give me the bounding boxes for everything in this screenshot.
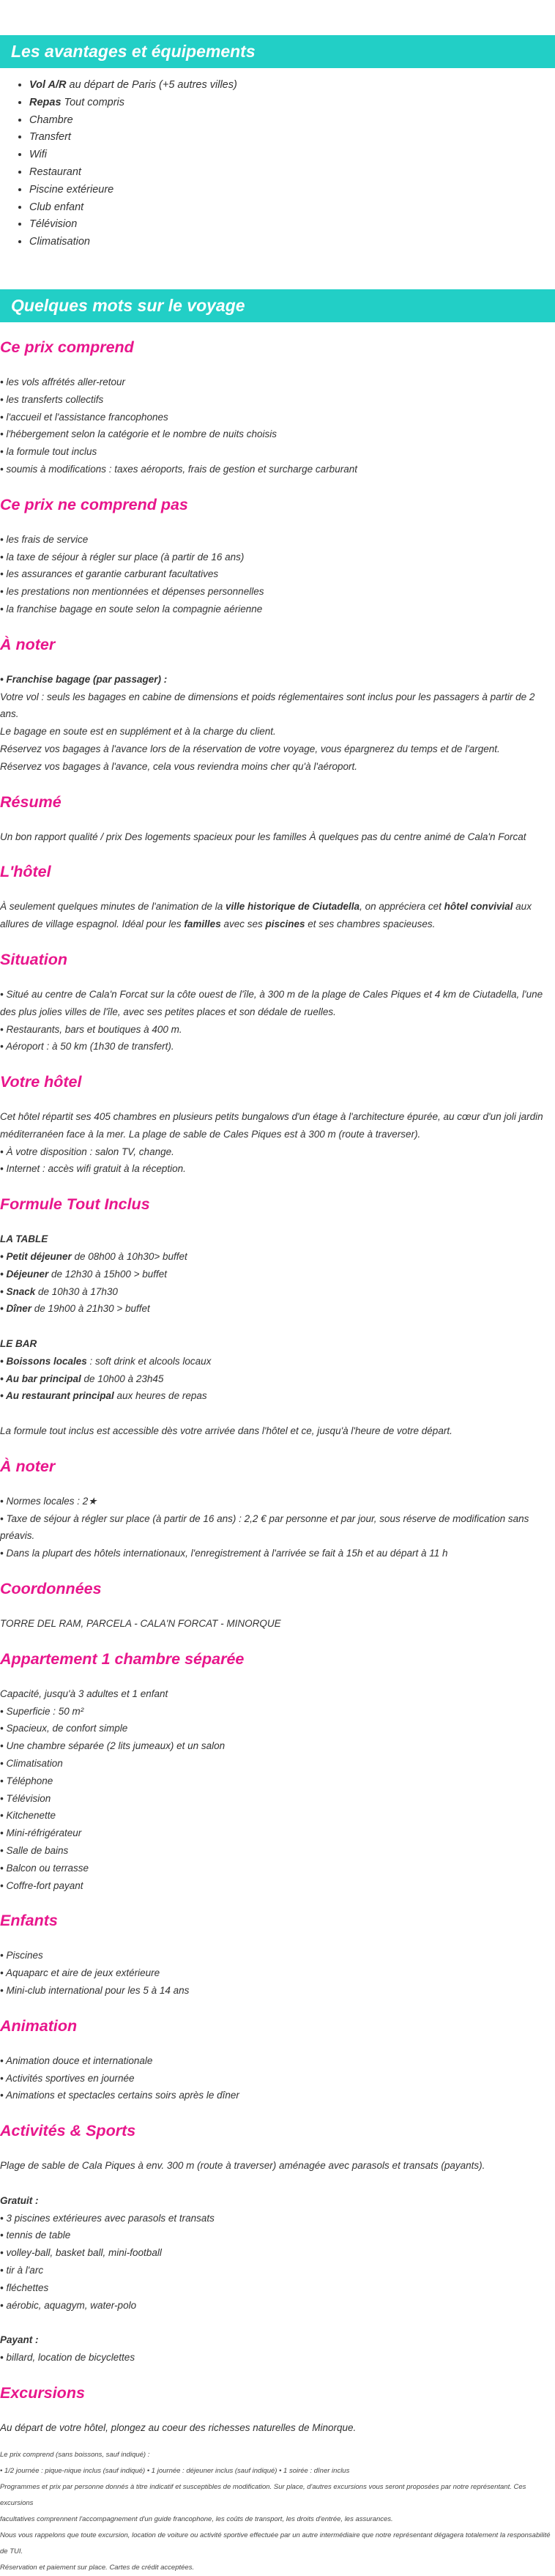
page [0,35,555,2576]
section-line: Un bon rapport qualité / prix Des logements spacieux pour les familles À quelques pas du centre animé de Cala'n Forcat [0,831,526,842]
section-line: Réservez vos bagages à l'avance, cela vous reviendra moins cher qu'à l'aéroport. [0,760,357,772]
section-line: • les prestations non mentionnées et dépenses personnelles [0,586,264,598]
advantage-item-text: Wifi [29,149,48,161]
section-line: Plage de sable de Cala Piques à env. 300 m (route à traverser) aménagée avec parasols et transats (payants). [0,2160,485,2172]
advantage-item [29,216,555,234]
section-body [0,1493,555,1562]
section-line: • Dans la plupart des hôtels internationaux, l'enregistrement à l'arrivée se fait à 15h et au départ à 11 h [0,1548,448,1559]
section-line: • tennis de table [0,2230,71,2241]
section-title: Situation [0,950,67,968]
section-line: • Déjeuner de 12h30 à 15h00 > buffet [0,1268,168,1280]
section-line: Capacité, jusqu'à 3 adultes et 1 enfant [0,1688,168,1699]
section-line: • Spacieux, de confort simple [0,1723,128,1734]
section-line: • Salle de bains [0,1845,69,1856]
section-line: • billard, location de bicyclettes [0,2351,135,2363]
section-line: • volley-ball, basket ball, mini-football [0,2247,162,2259]
section-line: • Une chambre séparée (2 lits jumeaux) et un salon [0,1740,226,1752]
section-line: TORRE DEL RAM, PARCELA - CALA'N FORCAT - MINORQUE [0,1618,281,1630]
section-line: • Balcon ou terrasse [0,1862,89,1874]
section-line: Le bagage en soute est en supplément et à la charge du client. [0,726,276,738]
section-line [0,2314,555,2331]
section-line: • Activités sportives en journée [0,2072,135,2084]
advantage-item-text: Restaurant [29,166,81,178]
advantage-item [29,112,555,130]
advantage-item-text: Transfert [29,131,71,144]
section-title: Animation [0,2016,78,2035]
section-line: • Snack de 10h30 à 17h30 [0,1285,118,1297]
excursion-note-line: Programmes et prix par personne donnés à titre indicatif et susceptibles de modification. Sur place, d'autres excursions vous seront proposées par notre représentant. Ces excursions [0,2482,526,2507]
section-line: • aérobic, aquagym, water-polo [0,2299,137,2311]
section-line: Au départ de votre hôtel, plongez au coeur des richesses naturelles de Minorque. [0,2421,357,2433]
section-line [0,2175,555,2192]
section-line: LE BAR [0,1338,37,1350]
section-line: • Restaurants, bars et boutiques à 400 m. [0,1023,182,1035]
section-body [0,2419,555,2437]
advantage-item [29,129,555,146]
voyage-banner: Quelques mots sur le voyage [0,289,555,322]
advantage-item-text: Chambre [29,114,73,126]
section-body [0,671,555,776]
section-line: La formule tout inclus est accessible dès votre arrivée dans l'hôtel et ce, jusqu'à l'heure de votre départ. [0,1425,452,1437]
section-line: • Coffre-fort payant [0,1879,83,1891]
section-line: • Mini-club international pour les 5 à 14 ans [0,1984,190,1996]
section-line: • la formule tout inclus [0,446,97,458]
section-line: • Au bar principal de 10h00 à 23h45 [0,1373,164,1384]
section-line [0,1318,555,1335]
section-body [0,1615,555,1633]
section-body [0,828,555,846]
excursion-note-line: Nous vous rappelons que toute excursion, location de voiture ou activité sportive effectuée par un autre intermédiaire que notre représentant dégagera totalement la responsabilité de TUI. [0,2531,551,2555]
advantage-item-text: Tout compris [61,96,125,108]
section-title: Ce prix comprend [0,338,134,356]
advantage-item-text: Club enfant [29,201,84,213]
section-title: Résumé [0,793,62,811]
advantage-item [29,199,555,217]
section-line: • Animation douce et internationale [0,2055,153,2066]
section-title: Formule Tout Inclus [0,1195,150,1214]
advantage-item-bold: Repas [29,96,62,108]
excursion-note-line: Réservation et paiement sur place. Cartes de crédit acceptées. [0,2563,195,2572]
section-body [0,2052,555,2104]
section-line: • la franchise bagage en soute selon la compagnie aérienne [0,603,263,615]
section-line: • Aquaparc et aire de jeux extérieure [0,1967,160,1979]
section-line: • Télévision [0,1792,51,1804]
section-title: Coordonnées [0,1580,102,1598]
section-line: Gratuit : [0,2194,39,2206]
section-body [0,1947,555,1999]
advantage-item [29,146,555,164]
advantage-item [29,234,555,251]
section-line: • Internet : accès wifi gratuit à la réception. [0,1163,186,1175]
advantage-item-text: Piscine extérieure [29,183,114,196]
section-line: • Normes locales : 2★ [0,1495,97,1507]
section-line: Votre vol : seuls les bagages en cabine de dimensions et poids réglementaires sont inclus pour les passagers à partir de 2 ans. [0,691,535,720]
section-line: • Franchise bagage (par passager) : [0,673,168,685]
section-line: • Piscines [0,1950,43,1961]
section-line: • Kitchenette [0,1810,56,1822]
section-line: Payant : [0,2334,39,2346]
section-line: • la taxe de séjour à régler sur place (à partir de 16 ans) [0,551,245,563]
section-line: • tir à l'arc [0,2264,44,2276]
section-title: Appartement 1 chambre séparée [0,1649,245,1668]
excursion-note-line: Le prix comprend (sans boissons, sauf indiqué) : [0,2450,150,2459]
excursion-notes [0,2447,555,2576]
section-line: • les frais de service [0,533,89,545]
section-line: • les vols affrétés aller-retour [0,376,126,387]
section-line: • soumis à modifications : taxes aéroports, frais de gestion et surcharge carburant [0,463,357,475]
section-body [0,1108,555,1178]
section-body [0,1231,555,1440]
section-title: Votre hôtel [0,1073,82,1091]
advantage-item-text: Climatisation [29,236,90,248]
section-line: • Animations et spectacles certains soirs après le dîner [0,2090,239,2101]
section-line: À seulement quelques minutes de l'animation de la ville historique de Ciutadella, on appréciera cet hôtel convivial aux allures de village espagnol. Idéal pour les familles avec ses piscines et ses chambres spacieuses. [0,901,532,930]
section-line: • Aéroport : à 50 km (1h30 de transfert). [0,1041,174,1053]
section-title: À noter [0,1457,56,1475]
section-body [0,1685,555,1895]
section-line: • Téléphone [0,1775,53,1786]
advantage-item [29,182,555,199]
section-line: • Au restaurant principal aux heures de repas [0,1390,207,1402]
section-line: LA TABLE [0,1233,48,1245]
advantage-item [29,94,555,112]
section-line: • 3 piscines extérieures avec parasols et transats [0,2212,215,2224]
excursion-note-line: • 1/2 journée : pique-nique inclus (sauf indiqué) • 1 journée : déjeuner inclus (sauf indiqué) • 1 soirée : dîner inclus [0,2466,350,2475]
advantage-item-bold: Vol A/R [29,79,67,91]
sections-container [0,337,555,2576]
section-line: • l'accueil et l'assistance francophones [0,411,168,423]
section-line: • Situé au centre de Cala'n Forcat sur la côte ouest de l'île, à 300 m de la plage de Cales Piques et 4 km de Ciutadella, l'une des plus jolies villes de l'île, avec ses petites places et son dédale de ruelles. [0,988,543,1017]
section-line: • l'hébergement selon la catégorie et le nombre de nuits choisis [0,428,278,440]
section-line: • Climatisation [0,1758,63,1770]
section-line: • Mini-réfrigérateur [0,1827,82,1839]
section-title: Activités & Sports [0,2122,136,2140]
section-body [0,531,555,618]
section-line: • fléchettes [0,2282,49,2293]
section-title: À noter [0,635,56,653]
section-title: Ce prix ne comprend pas [0,495,188,513]
section-line: • les transferts collectifs [0,393,104,405]
advantage-item [29,77,555,94]
excursion-note-line: facultatives comprennent l'accompagnement d'un guide francophone, les coûts de transport, les droits d'entrée, les assurances. [0,2514,393,2523]
advantage-item [29,164,555,182]
section-title: Enfants [0,1912,58,1930]
section-line: Réservez vos bagages à l'avance lors de la réservation de votre voyage, vous épargnerez du temps et de l'argent. [0,743,500,754]
section-line: Cet hôtel répartit ses 405 chambres en plusieurs petits bungalows d'un étage à l'architecture épurée, au cœur d'un joli jardin méditerranéen face à la mer. La plage de sable de Cales Piques est à 300 m (route à traverser). [0,1111,543,1140]
section-line: • Superficie : 50 m² [0,1705,84,1717]
section-body [0,2157,555,2367]
section-line: • les assurances et garantie carburant facultatives [0,568,219,580]
section-line: • À votre disposition : salon TV, change. [0,1146,174,1157]
advantages-list [0,68,555,251]
section-title: Excursions [0,2383,85,2402]
section-body [0,986,555,1055]
advantage-item-text: au départ de Paris (+5 autres villes) [66,79,237,91]
section-body [0,374,555,478]
section-line: • Dîner de 19h00 à 21h30 > buffet [0,1303,150,1315]
section-body [0,898,555,933]
section-title: L'hôtel [0,863,51,881]
section-line: • Petit déjeuner de 08h00 à 10h30> buffet [0,1251,187,1263]
section-line: • Boissons locales : soft drink et alcools locaux [0,1355,212,1367]
advantages-banner: Les avantages et équipements [0,35,555,68]
section-line: • Taxe de séjour à régler sur place (à partir de 16 ans) : 2,2 € par personne et par jour, sous réserve de modification sans préavis. [0,1512,529,1542]
section-line [0,1405,555,1422]
advantage-item-text: Télévision [29,218,78,231]
